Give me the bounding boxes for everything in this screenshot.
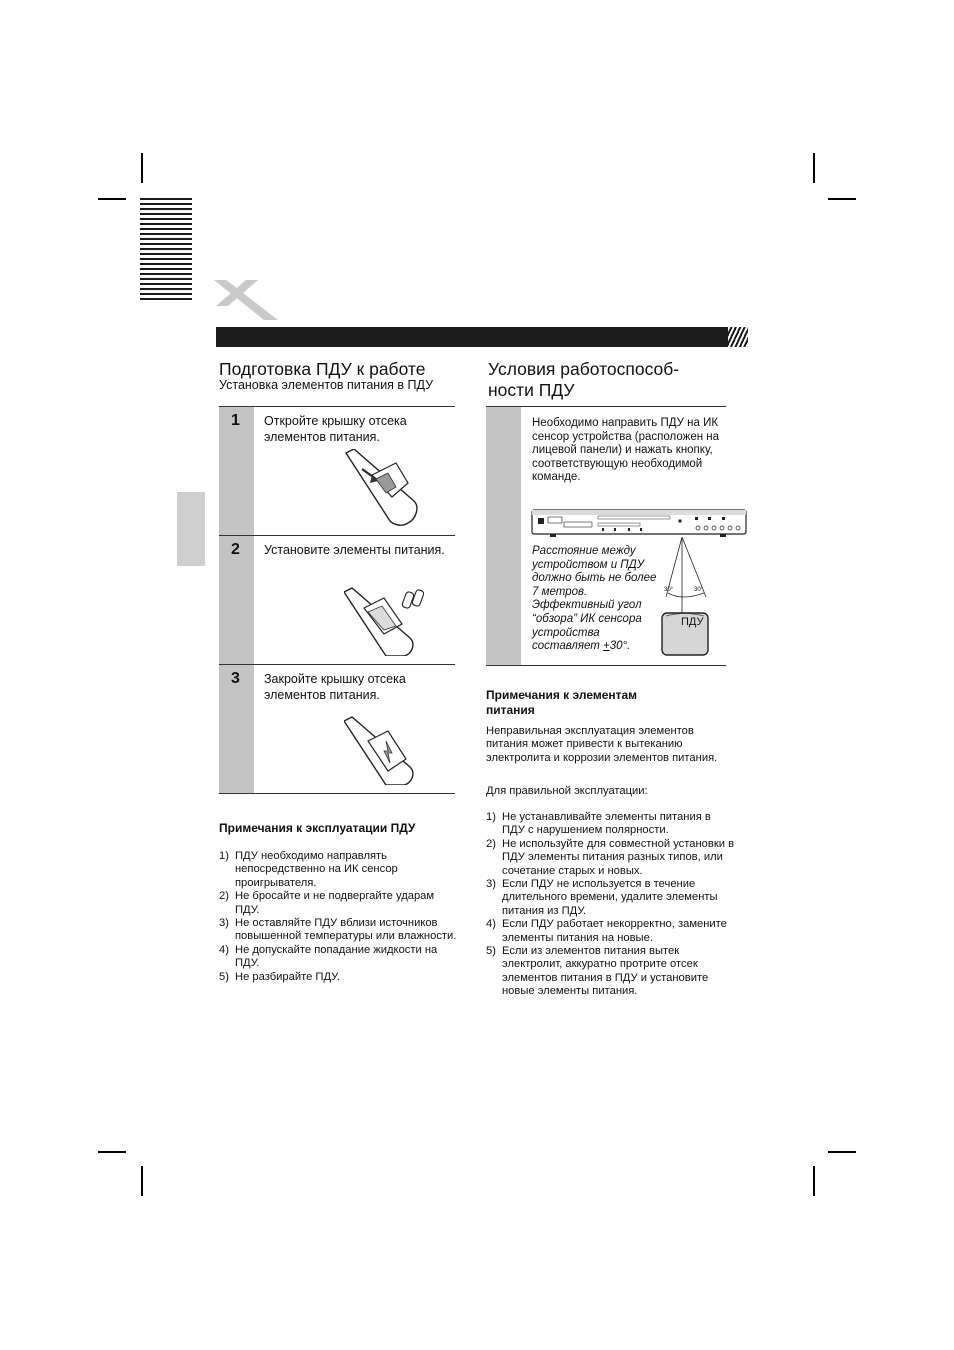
usage-notes-title: Примечания к эксплуатации ПДУ xyxy=(219,821,416,835)
list-item: 2) Не используйте для совместной установки в ПДУ элементы питания разных типов, или сочетание старых и новых. xyxy=(486,837,735,877)
step-number: 3 xyxy=(231,670,240,687)
step-row xyxy=(219,535,455,664)
step-text: Откройте крышку отсека элементов питания. xyxy=(264,414,407,444)
step-number-cell xyxy=(219,407,254,535)
usage-notes-list xyxy=(219,850,459,984)
brand-logo-icon xyxy=(208,276,282,322)
step-number: 2 xyxy=(231,541,240,558)
crop-mark xyxy=(813,1166,815,1196)
remote-insert-battery-icon xyxy=(344,578,424,656)
remote-label: ПДУ xyxy=(681,616,704,628)
crop-mark xyxy=(813,153,815,183)
list-item: 4) Если ПДУ работает некорректно, замените элементы питания на новые. xyxy=(486,918,727,944)
conditions-intro: Необходимо направить ПДУ на ИК сенсор устройства (расположен на лицевой панели) и нажать кнопку, соответствующую необходимой команде. xyxy=(532,417,720,484)
crop-mark xyxy=(828,198,856,200)
distance-note: Расстояние между устройством и ПДУ должно быть не более 7 метров. Эффективный угол “обзора” ИК сенсора устройства составляет +30°. xyxy=(532,545,657,653)
step-text: Закройте крышку отсека элементов питания. xyxy=(264,672,406,702)
step-number: 1 xyxy=(231,412,240,429)
step-row xyxy=(219,406,455,535)
step-number-cell xyxy=(219,665,254,793)
steps-table xyxy=(219,406,455,794)
list-item: 3) Не оставляйте ПДУ вблизи источников повышенной температуры или влажности. xyxy=(219,917,457,943)
header-bar xyxy=(216,327,728,347)
step-number-cell xyxy=(219,536,254,664)
crop-mark xyxy=(141,153,143,183)
conditions-gray-strip xyxy=(486,407,521,665)
angle-label-left: 30° xyxy=(664,587,674,593)
battery-warning-paragraph: Неправильная эксплуатация элементов питания может привести к вытеканию электролита и коррозии элементов питания. xyxy=(486,725,718,764)
crop-mark xyxy=(98,1151,126,1153)
section-title-preparation: Подготовка ПДУ к работе xyxy=(219,359,426,379)
list-item: 5) Не разбирайте ПДУ. xyxy=(219,970,340,983)
list-item: 4) Не допускайте попадание жидкости на ПДУ. xyxy=(219,943,438,970)
remote-open-cover-icon xyxy=(344,449,424,527)
side-tab xyxy=(177,492,205,566)
battery-notes-title: Примечания к элементам питания xyxy=(486,688,638,717)
header-bar-fade xyxy=(726,327,748,347)
section-subtitle: Установка элементов питания в ПДУ xyxy=(219,378,434,392)
angle-label-right: 30° xyxy=(694,587,704,593)
list-item: 1) Не устанавливайте элементы питания в ПДУ с нарушением полярности. xyxy=(486,811,711,837)
crop-mark xyxy=(828,1151,856,1153)
list-item: 3) Если ПДУ не используется в течение длительного времени, удалите элементы питания из ПДУ. xyxy=(486,878,718,917)
conditions-box xyxy=(486,406,726,666)
remote-close-cover-icon xyxy=(344,707,424,785)
crop-mark xyxy=(141,1166,143,1196)
list-item: 5) Если из элементов питания вытек электролит, аккуратно протрите отсек элементов питания в ПДУ и установите новые элементы питания. xyxy=(486,945,709,998)
step-text: Установите элементы питания. xyxy=(264,543,445,557)
list-item: 1) ПДУ необходимо направлять непосредственно на ИК сенсор проигрывателя. xyxy=(219,850,398,889)
battery-notes-list xyxy=(486,811,736,999)
crop-mark xyxy=(98,198,126,200)
section-title-conditions: Условия работоспособ- ности ПДУ xyxy=(488,359,680,400)
battery-usage-intro: Для правильной эксплуатации: xyxy=(486,785,648,797)
stripe-block xyxy=(140,198,192,302)
list-item: 2) Не бросайте и не подвергайте ударам ПДУ. xyxy=(219,890,435,916)
step-row xyxy=(219,664,455,794)
